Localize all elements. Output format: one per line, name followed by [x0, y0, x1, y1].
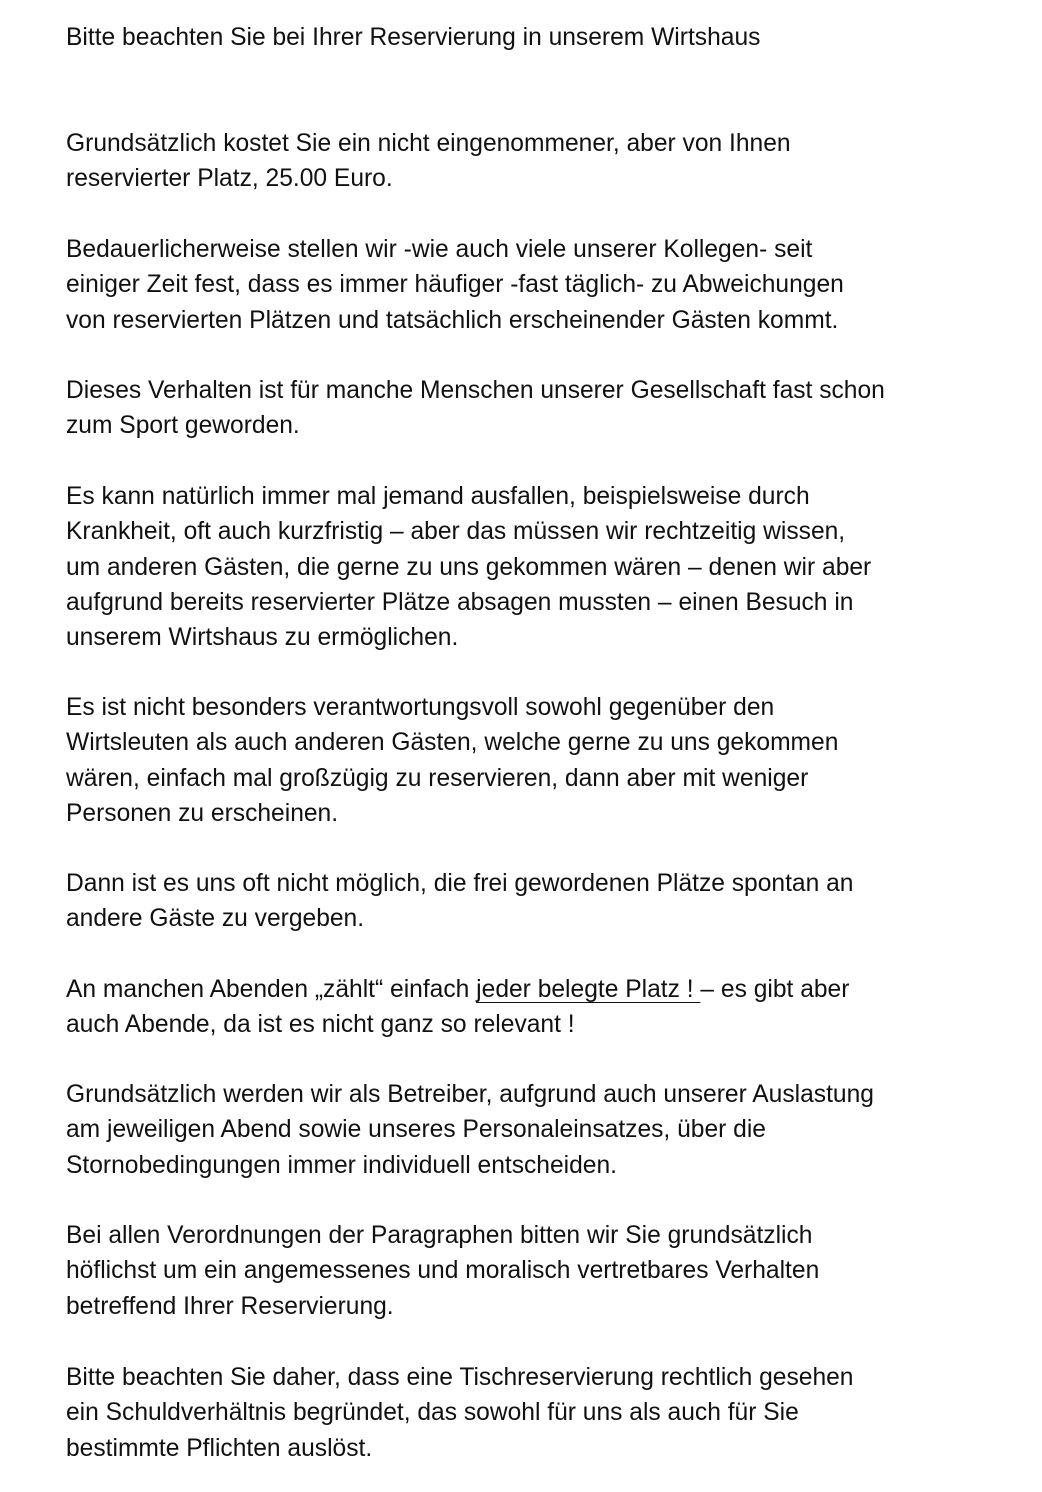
paragraph-line: am jeweiligen Abend sowie unseres Personaleinsatzes, über die	[66, 1116, 766, 1144]
paragraph-deviations	[66, 232, 1006, 338]
paragraph-line: höflichst um ein angemessenes und moralisch vertretbares Verhalten	[66, 1257, 820, 1285]
paragraph-line: reservierter Platz, 25.00 Euro.	[66, 165, 393, 193]
paragraph-legal	[66, 1360, 1006, 1466]
paragraph-line: Bedauerlicherweise stellen wir -wie auch viele unserer Kollegen- seit	[66, 236, 813, 263]
paragraph-responsibility	[66, 690, 1006, 831]
paragraph-line: Es kann natürlich immer mal jemand ausfallen, beispielsweise durch	[66, 483, 810, 510]
paragraph-line: Es ist nicht besonders verantwortungsvoll sowohl gegenüber den	[66, 694, 775, 721]
paragraph-line: zum Sport geworden.	[66, 412, 300, 440]
paragraph-line: bestimmte Pflichten auslöst.	[66, 1434, 373, 1462]
paragraph-line: andere Gäste zu vergeben.	[66, 905, 365, 933]
paragraph-line: um anderen Gästen, die gerne zu uns gekommen wären – denen wir aber	[66, 553, 872, 581]
paragraph-line: wären, einfach mal großzügig zu reservieren, dann aber mit weniger	[66, 764, 809, 792]
paragraph-line: Dieses Verhalten ist für manche Menschen unserer Gesellschaft fast schon	[66, 377, 885, 404]
paragraph-line: Grundsätzlich werden wir als Betreiber, aufgrund auch unserer Auslastung	[66, 1081, 874, 1108]
paragraph-cost	[66, 126, 1006, 197]
paragraph-conduct	[66, 1218, 1006, 1324]
paragraph-line: von reservierten Plätzen und tatsächlich erscheinender Gästen kommt.	[66, 306, 839, 334]
paragraph-free-seats	[66, 866, 1006, 937]
paragraph-line: Personen zu erscheinen.	[66, 799, 339, 827]
paragraph-cancellation	[66, 479, 1006, 655]
paragraph-line: unserem Wirtshaus zu ermöglichen.	[66, 624, 459, 652]
paragraph-line: Krankheit, oft auch kurzfristig – aber das müssen wir rechtzeitig wissen,	[66, 518, 846, 546]
paragraph-line: Bitte beachten Sie daher, dass eine Tischreservierung rechtlich gesehen	[66, 1364, 854, 1391]
paragraph-line: aufgrund bereits reservierter Plätze absagen mussten – einen Besuch in	[66, 588, 854, 616]
paragraph-line: Stornobedingungen immer individuell entscheiden.	[66, 1151, 617, 1179]
paragraph-line: betreffend Ihrer Reservierung.	[66, 1292, 394, 1320]
paragraph-line: Wirtsleuten als auch anderen Gästen, welche gerne zu uns gekommen	[66, 729, 839, 757]
paragraph-behavior	[66, 373, 1006, 444]
paragraph-line: Grundsätzlich kostet Sie ein nicht eingenommener, aber von Ihnen	[66, 130, 791, 157]
paragraph-every-seat	[66, 972, 1006, 1043]
paragraph-line: auch Abende, da ist es nicht ganz so relevant !	[66, 1011, 575, 1039]
paragraph-line: Dann ist es uns oft nicht möglich, die frei gewordenen Plätze spontan an	[66, 870, 854, 897]
document-title: Bitte beachten Sie bei Ihrer Reservierung in unserem Wirtshaus	[66, 24, 761, 51]
paragraph-line: ein Schuldverhältnis begründet, das sowohl für uns als auch für Sie	[66, 1399, 799, 1427]
paragraph-text: An manchen Abenden „zählt“ einfach	[66, 976, 477, 1003]
paragraph-operator-decision	[66, 1077, 1006, 1183]
paragraph-text: – es gibt aber	[700, 976, 850, 1003]
paragraph-line: einiger Zeit fest, dass es immer häufiger -fast täglich- zu Abweichungen	[66, 271, 844, 299]
paragraph-line: Bei allen Verordnungen der Paragraphen bitten wir Sie grundsätzlich	[66, 1222, 813, 1249]
underlined-emphasis: jeder belegte Platz !	[476, 976, 701, 1003]
